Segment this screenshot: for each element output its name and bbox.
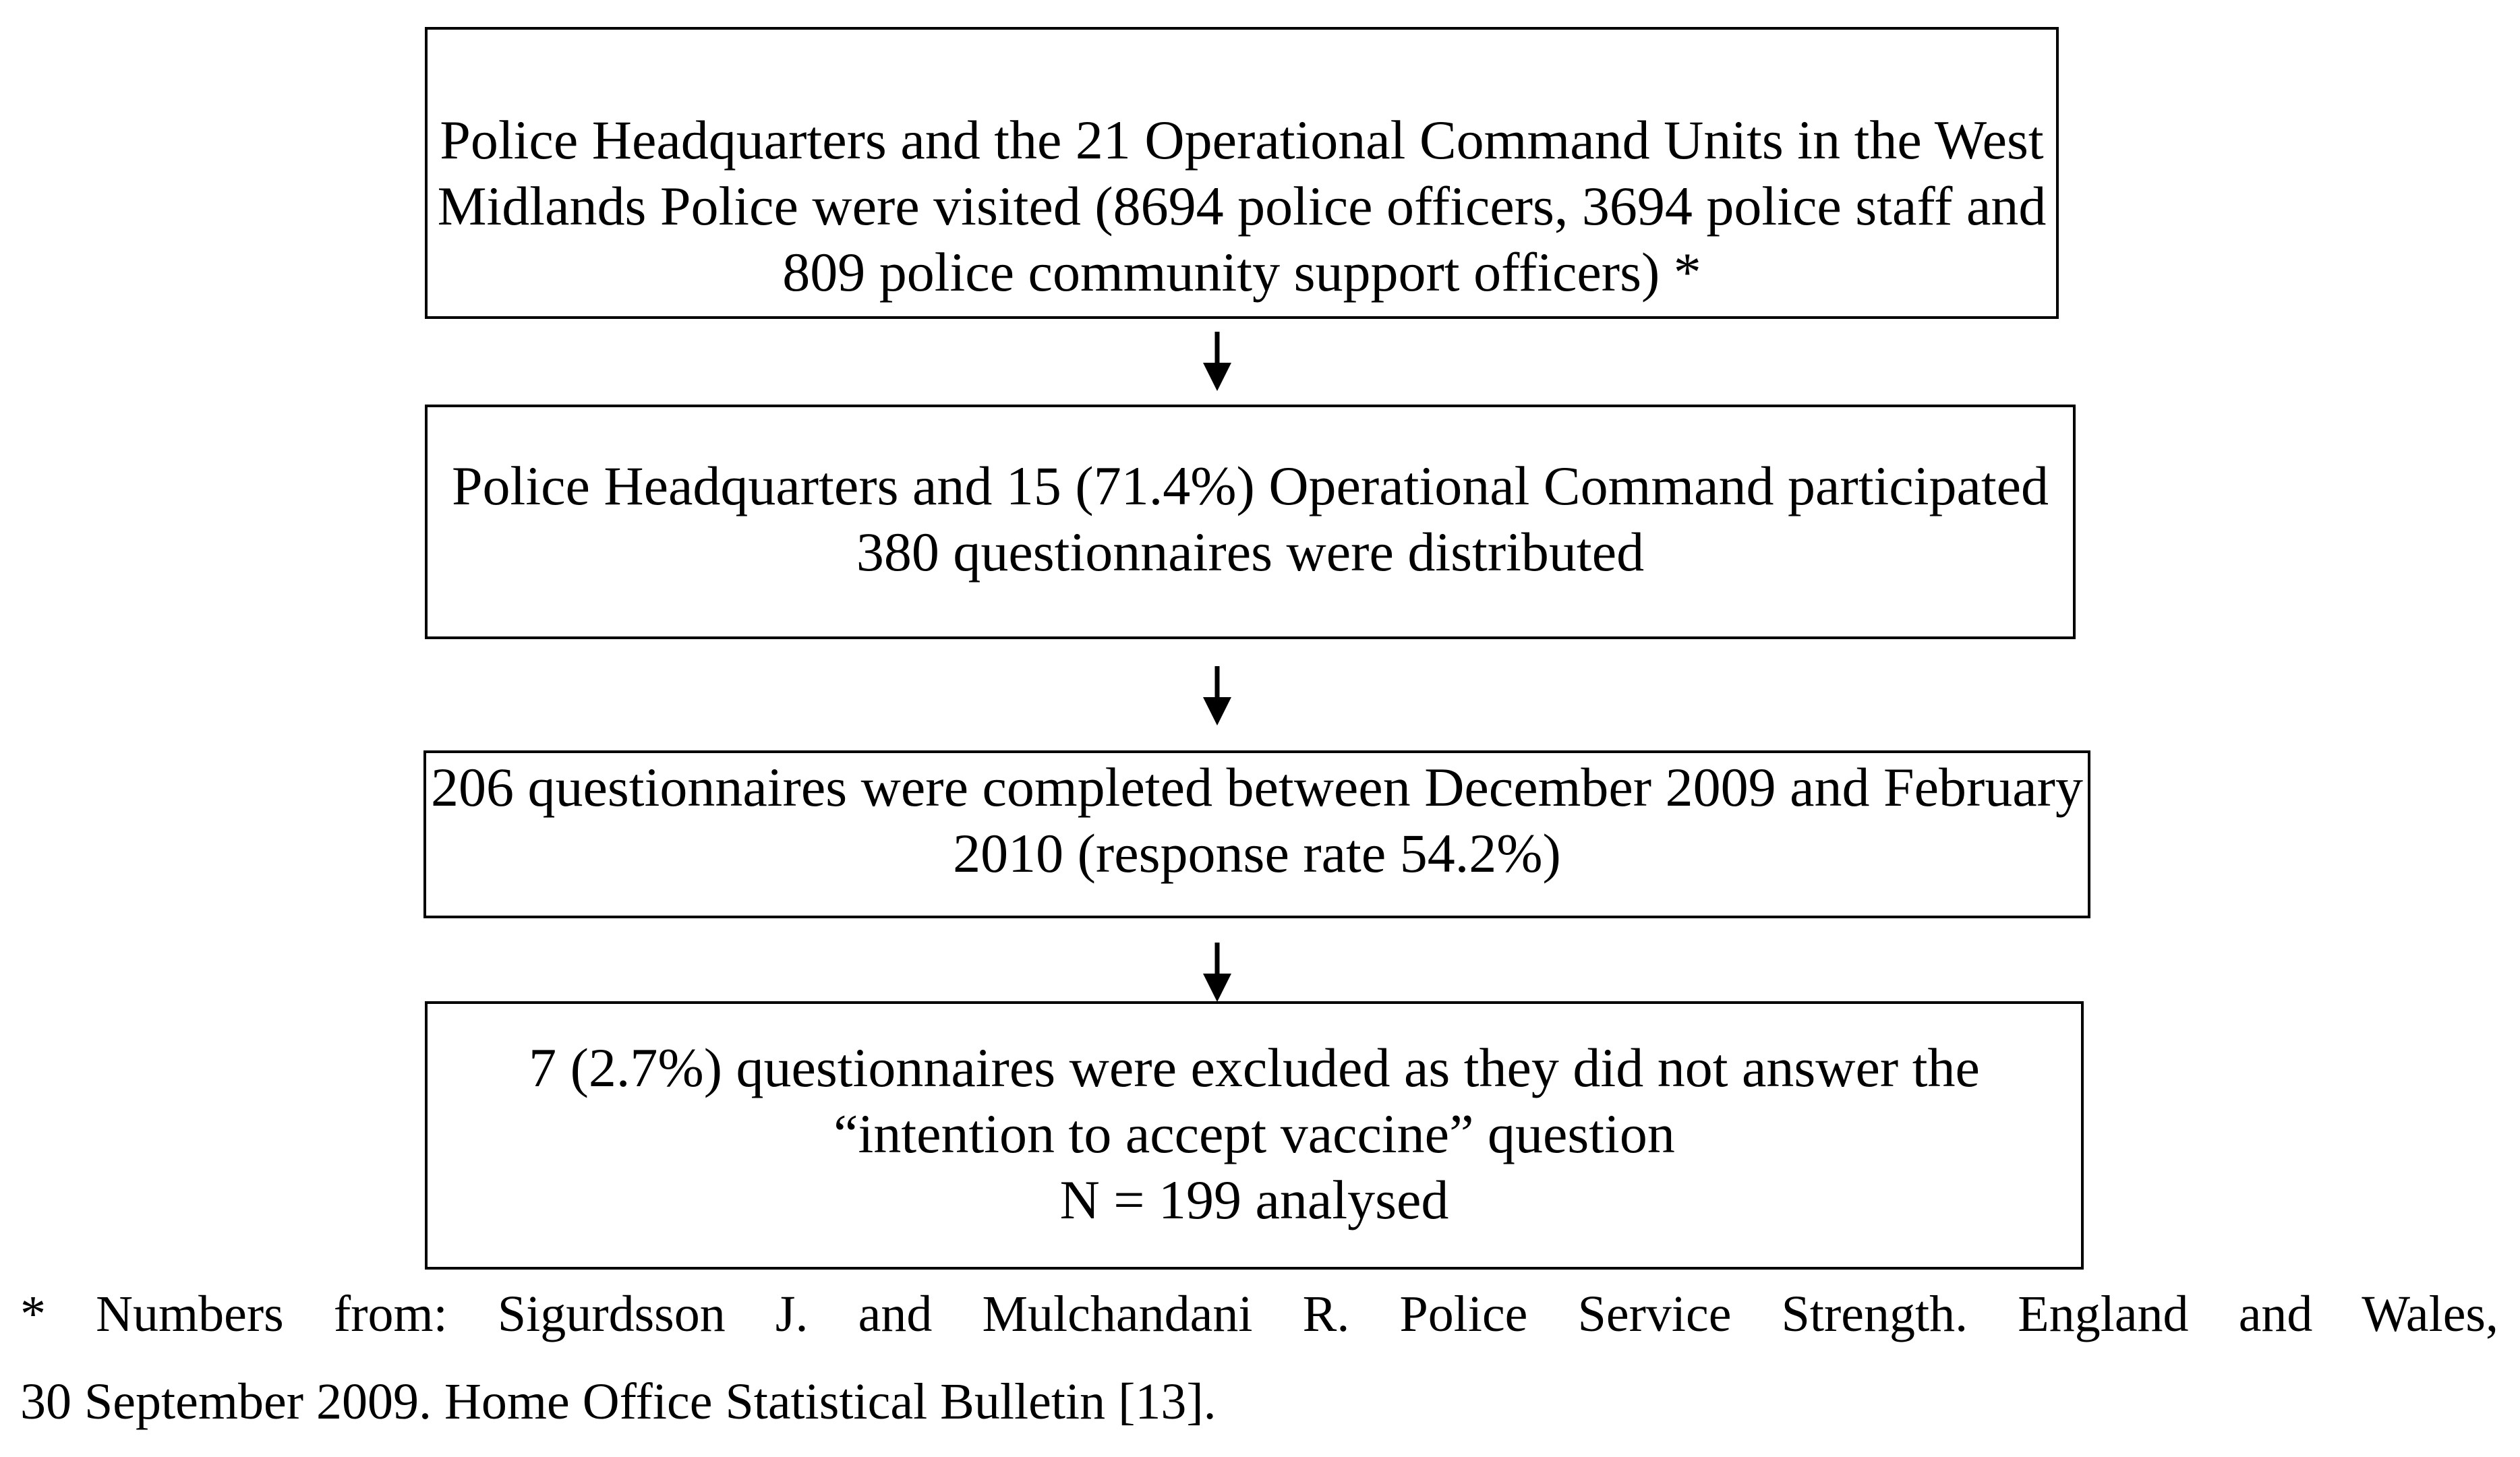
box-line: 380 questionnaires were distributed — [856, 521, 1645, 583]
flow-box-visited — [425, 27, 2059, 319]
flow-box-completed — [423, 750, 2090, 918]
footnote — [20, 1270, 2498, 1446]
box-line: “intention to accept vaccine” question — [833, 1103, 1675, 1164]
flow-arrow-3 — [1202, 943, 1232, 1002]
box-line: N = 199 analysed — [1059, 1169, 1449, 1230]
down-arrow-icon — [1202, 943, 1232, 1002]
box-line: Midlands Police were visited (8694 police officers, 3694 police staff and — [437, 175, 2047, 237]
box-line: 2010 (response rate 54.2%) — [953, 823, 1561, 884]
box-line: 809 police community support officers) * — [782, 241, 1701, 303]
flow-arrow-2 — [1202, 666, 1232, 725]
flow-arrow-1 — [1202, 332, 1232, 391]
box-line: 206 questionnaires were completed between December 2009 and February — [431, 756, 2083, 818]
box-line: 7 (2.7%) questionnaires were excluded as they did not answer the — [529, 1037, 1980, 1098]
box-line: Police Headquarters and 15 (71.4%) Operational Command participated — [451, 455, 2049, 516]
footnote-line-1: * Numbers from: Sigurdsson J. and Mulchandani R. Police Service Strength. England and Wales, — [20, 1286, 2498, 1342]
flow-box-participated — [425, 405, 2076, 639]
down-arrow-icon — [1202, 666, 1232, 725]
flow-box-excluded — [425, 1001, 2084, 1270]
footnote-line-2: 30 September 2009. Home Office Statistical Bulletin [13]. — [20, 1373, 1217, 1430]
down-arrow-icon — [1202, 332, 1232, 391]
box-line: Police Headquarters and the 21 Operational Command Units in the West — [440, 109, 2044, 171]
